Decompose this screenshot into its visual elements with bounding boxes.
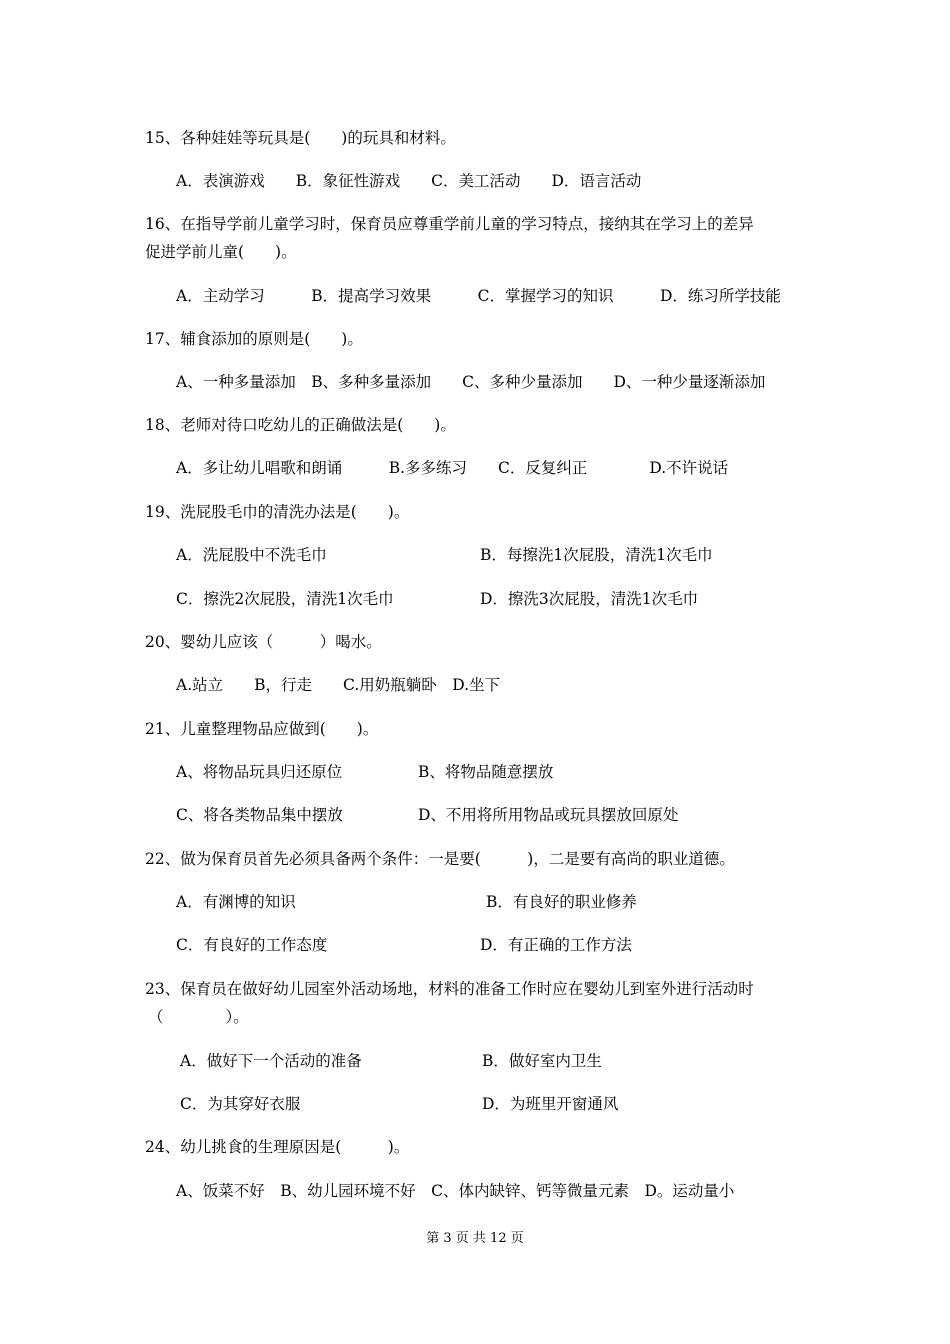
question-16-options: A．主动学习 B．提高学习效果 C．掌握学习的知识 D．练习所学技能 xyxy=(176,287,781,305)
question-18-options: A．多让幼儿唱歌和朗诵 B.多多练习 C．反复纠正 D.不许说话 xyxy=(176,459,729,477)
question-17-options: A、一种多量添加 B、多种多量添加 C、多种少量添加 D、一种少量逐渐添加 xyxy=(176,373,766,391)
question-19-stem: 19、洗屁股毛巾的清洗办法是( )。 xyxy=(145,503,410,521)
question-16-stem-cont: 促进学前儿童( )。 xyxy=(145,243,297,261)
question-19-option-d: D．擦洗3次屁股，清洗1次毛巾 xyxy=(480,590,699,608)
question-15-options: A．表演游戏 B．象征性游戏 C．美工活动 D．语言活动 xyxy=(176,172,642,190)
question-23-option-c: C．为其穿好衣服 xyxy=(180,1095,301,1113)
question-19-option-b: B．每擦洗1次屁股，清洗1次毛巾 xyxy=(480,546,713,564)
page-number-footer: 第 3 页 共 12 页 xyxy=(426,1231,524,1246)
question-20-options: A.站立 B，行走 C.用奶瓶躺卧 D.坐下 xyxy=(176,676,501,694)
question-17-stem: 17、辅食添加的原则是( )。 xyxy=(145,330,363,348)
question-23-stem-cont: （ ）。 xyxy=(148,1008,249,1026)
question-24-options: A、饭菜不好 B、幼儿园环境不好 C、体内缺锌、钙等微量元素 D。运动量小 xyxy=(176,1182,735,1200)
question-21-option-a: A、将物品玩具归还原位 xyxy=(176,763,343,781)
question-19-option-a: A．洗屁股中不洗毛巾 xyxy=(176,546,327,564)
question-21-stem: 21、儿童整理物品应做到( )。 xyxy=(145,720,379,738)
question-21-option-d: D、不用将所用物品或玩具摆放回原处 xyxy=(418,806,679,824)
question-21-option-b: B、将物品随意摆放 xyxy=(418,763,554,781)
question-22-option-a: A．有渊博的知识 xyxy=(176,893,296,911)
question-21-option-c: C、将各类物品集中摆放 xyxy=(176,806,343,824)
question-20-stem: 20、婴幼儿应该（ ）喝水。 xyxy=(145,633,382,651)
question-16-stem: 16、在指导学前儿童学习时，保育员应尊重学前儿童的学习特点，接纳其在学习上的差异 xyxy=(145,215,754,233)
question-23-option-d: D．为班里开窗通风 xyxy=(482,1095,619,1113)
question-18-stem: 18、老师对待口吃幼儿的正确做法是( )。 xyxy=(145,416,456,434)
question-23-option-a: A．做好下一个活动的准备 xyxy=(180,1052,362,1070)
question-22-stem: 22、做为保育员首先必须具备两个条件：一是要( )，二是要有高尚的职业道德。 xyxy=(145,850,735,868)
question-22-option-d: D．有正确的工作方法 xyxy=(480,936,632,954)
question-15-stem: 15、各种娃娃等玩具是( )的玩具和材料。 xyxy=(145,129,456,147)
question-22-option-c: C．有良好的工作态度 xyxy=(176,936,328,954)
question-23-option-b: B．做好室内卫生 xyxy=(482,1052,602,1070)
question-23-stem: 23、保育员在做好幼儿园室外活动场地，材料的准备工作时应在婴幼儿到室外进行活动时 xyxy=(145,980,754,998)
question-24-stem: 24、幼儿挑食的生理原因是( )。 xyxy=(145,1138,410,1156)
question-22-option-b: B．有良好的职业修养 xyxy=(486,893,637,911)
question-19-option-c: C．擦洗2次屁股，清洗1次毛巾 xyxy=(176,590,394,608)
